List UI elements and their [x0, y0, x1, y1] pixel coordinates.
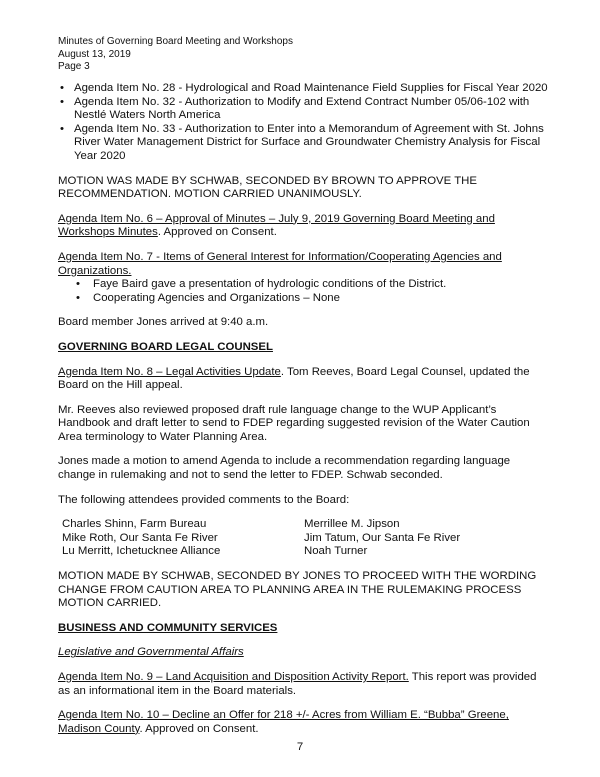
agenda-item-title: Agenda Item No. 6 – Approval of Minutes – July 9, 2019 Governing Board Meeting and Workshops Minutes [58, 212, 495, 239]
list-item: • Cooperating Agencies and Organizations – None [58, 292, 548, 306]
agenda-item-text: . Approved on Consent. [157, 226, 277, 239]
attendees-column-right [304, 518, 546, 559]
agenda-item-6 [58, 213, 548, 240]
agenda-item-10 [58, 709, 548, 736]
arrival-note: Board member Jones arrived at 9:40 a.m. [58, 316, 269, 329]
attendee: Noah Turner [304, 545, 368, 558]
header-page: Page 3 [58, 61, 90, 72]
agenda-item-7 [58, 251, 548, 278]
attendee: Charles Shinn, Farm Bureau [62, 518, 207, 531]
list-item: • Agenda Item No. 28 - Hydrological and Road Maintenance Field Supplies for Fiscal Year 2020 [58, 82, 548, 96]
section-heading-business: BUSINESS AND COMMUNITY SERVICES [58, 621, 278, 634]
agenda-item-title: Agenda Item No. 10 – Decline an Offer for 218 +/- Acres from William E. “Bubba” Greene, Madison County [58, 709, 509, 735]
jones-motion-paragraph: Jones made a motion to amend Agenda to include a recommendation regarding language change in rulemaking and not to send the letter to FDEP. Schwab seconded. [58, 455, 511, 482]
agenda-item-text: This report was provided as an informational item in the Board materials. [58, 671, 537, 697]
section-heading-legal: GOVERNING BOARD LEGAL COUNSEL [58, 340, 273, 353]
attendees-column-left [62, 518, 304, 559]
header-title: Minutes of Governing Board Meeting and Workshops [58, 36, 293, 47]
motion-paragraph-2: MOTION MADE BY SCHWAB, SECONDED BY JONES TO PROCEED WITH THE WORDING CHANGE FROM CAUTION AREA TO PLANNING AREA IN THE RULEMAKING PROCESS MOTION CARRIED. [58, 570, 537, 610]
consent-item-list [58, 82, 548, 164]
subsection-heading: Legislative and Governmental Affairs [58, 646, 244, 659]
attendees-table [62, 518, 548, 559]
attendee: Mike Roth, Our Santa Fe River [62, 531, 218, 544]
agenda-item-7-list [58, 278, 548, 305]
reeves-paragraph: Mr. Reeves also reviewed proposed draft rule language change to the WUP Applicant’s Handbook and draft letter to send to FDEP regarding suggested revision of the Water Caution Area terminology to Water Planning Area. [58, 403, 530, 443]
list-item: • Faye Baird gave a presentation of hydrologic conditions of the District. [58, 278, 548, 292]
header-date: August 13, 2019 [58, 48, 131, 60]
agenda-item-title: Agenda Item No. 7 - Items of General Interest for Information/Cooperating Agencies and Organizations. [58, 250, 502, 277]
attendee: Merrillee M. Jipson [304, 518, 400, 531]
agenda-item-8 [58, 366, 548, 393]
attendee: Jim Tatum, Our Santa Fe River [304, 531, 461, 544]
agenda-item-9 [58, 671, 548, 698]
agenda-item-title: Agenda Item No. 9 – Land Acquisition and Disposition Activity Report. [58, 671, 409, 683]
attendees-intro: The following attendees provided comments to the Board: [58, 493, 350, 506]
motion-paragraph: MOTION WAS MADE BY SCHWAB, SECONDED BY BROWN TO APPROVE THE RECOMMENDATION. MOTION CARRIED UNANIMOUSLY. [58, 174, 477, 201]
list-item: • Agenda Item No. 32 - Authorization to Modify and Extend Contract Number 05/06-102 with Nestlé Waters North America [58, 96, 548, 123]
agenda-item-text: . Approved on Consent. [139, 722, 259, 735]
document-body [58, 82, 548, 747]
list-item: • Agenda Item No. 33 - Authorization to Enter into a Memorandum of Agreement with St. Johns River Water Management District for Surface and Groundwater Chemistry Analysis for Fiscal Year 2020 [58, 123, 548, 164]
page-header [58, 36, 293, 74]
agenda-item-title: Agenda Item No. 8 – Legal Activities Update [58, 365, 281, 378]
page-number: 7 [296, 741, 304, 753]
agenda-item-text: . Tom Reeves, Board Legal Counsel, updated the Board on the Hill appeal. [58, 365, 530, 392]
attendee: Lu Merritt, Ichetucknee Alliance [62, 545, 221, 558]
